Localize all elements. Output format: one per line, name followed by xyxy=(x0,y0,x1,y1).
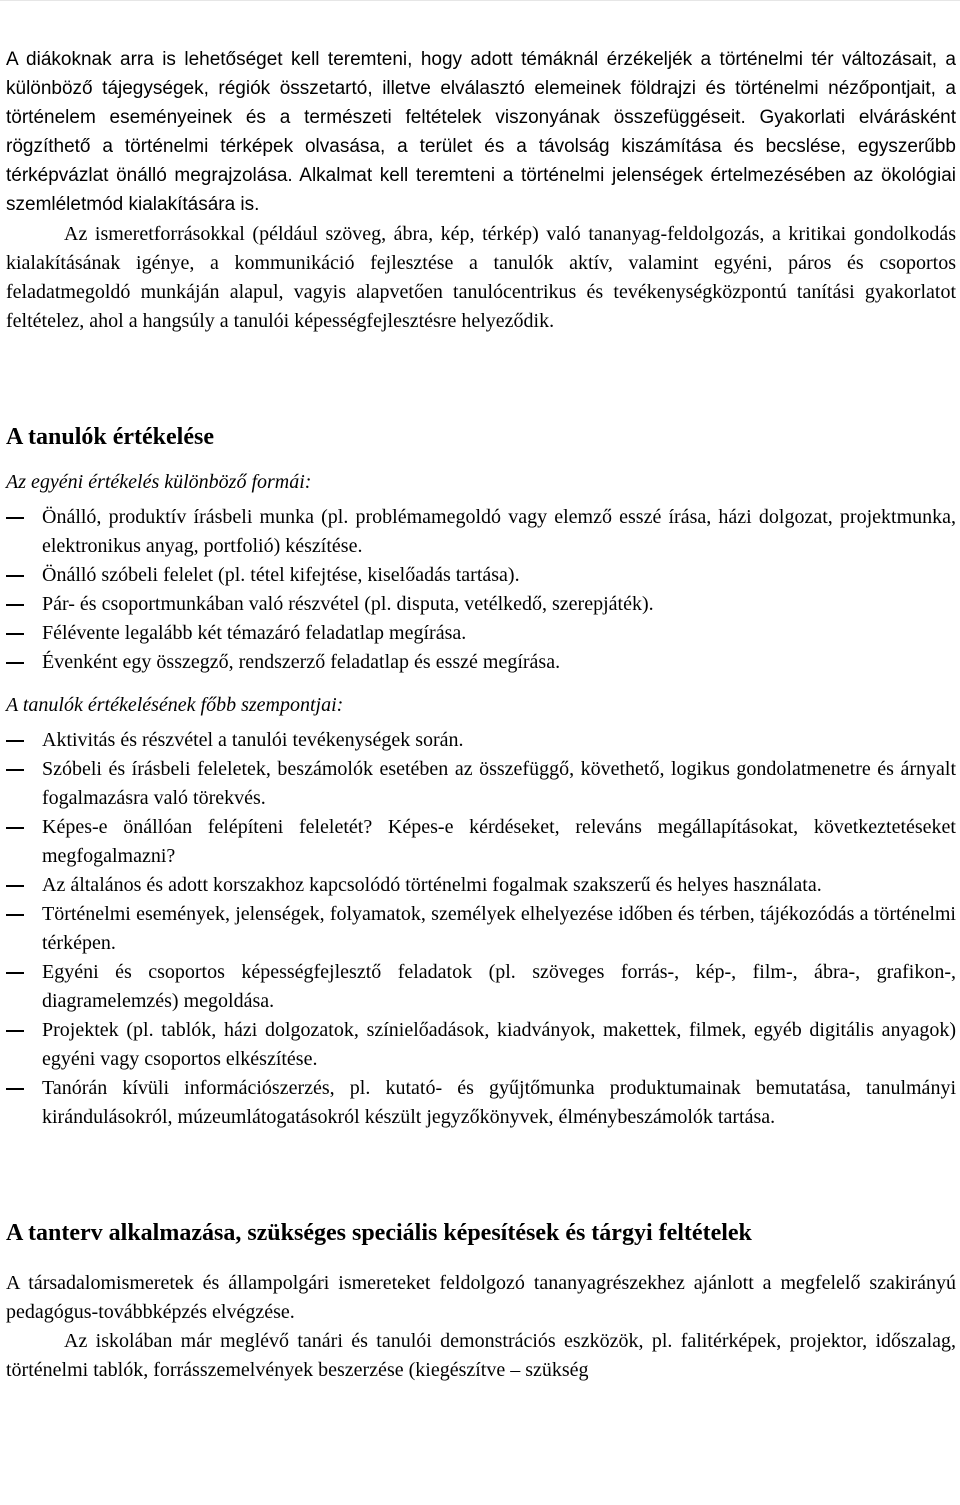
subhead-assessment-forms: Az egyéni értékelés különböző formái: xyxy=(6,470,312,493)
list-item xyxy=(6,503,956,561)
list-item xyxy=(6,619,956,648)
top-rule xyxy=(0,0,960,1)
dash-bullet xyxy=(6,914,24,916)
list-item-text: Évenként egy összegző, rendszerző feladatlap és esszé megírása. xyxy=(42,650,561,673)
intro-paragraph-2: Az ismeretforrásokkal (például szöveg, ábra, kép, térkép) való tananyag-feldolgozás, a kritikai gondolkodás kialakításának igénye, a kommunikáció fejlesztése a tanulók aktív, valamint egyéni, páros és csoportos feladatmegoldó munkáján alapul, vagyis alapvetően tanulócentrikus és tevékenységközpontú tanítási gyakorlatot feltételez, ahol a hangsúly a tanulói képességfejlesztésre helyeződik. xyxy=(6,222,956,332)
list-item-text: Önálló, produktív írásbeli munka (pl. problémamegoldó vagy elemző esszé írása, házi dolgozat, projektmunka, elektronikus anyag, portfolió) készítése. xyxy=(42,505,956,557)
assessment-forms-list xyxy=(6,503,956,677)
list-item-text: Egyéni és csoportos képességfejlesztő feladatok (pl. szöveges forrás-, kép-, film-, ábra-, grafikon-, diagramelemzés) megoldása. xyxy=(42,960,956,1012)
dash-bullet xyxy=(6,827,24,829)
list-item-text: Tanórán kívüli információszerzés, pl. kutató- és gyűjtőmunka produktumainak bemutatása, tanulmányi kirándulásokról, múzeumlátogatásokról készült jegyzőkönyvek, élménybeszámolók tartása. xyxy=(42,1076,956,1128)
dash-bullet xyxy=(6,769,24,771)
curriculum-paragraph-1: A társadalomismeretek és állampolgári ismereteket feldolgozó tananyagrészekhez ajánlott a megfelelő szakirányú pedagógus-továbbképzés elvégzése. xyxy=(6,1271,956,1323)
list-item-text: Történelmi események, jelenségek, folyamatok, személyek elhelyezése időben és térben, tájékozódás a történelmi térképen. xyxy=(42,902,956,954)
list-item xyxy=(6,648,956,677)
dash-bullet xyxy=(6,517,24,519)
list-item-text: Önálló szóbeli felelet (pl. tétel kifejtése, kiselőadás tartása). xyxy=(42,563,520,586)
dash-bullet xyxy=(6,972,24,974)
list-item xyxy=(6,900,956,958)
curriculum-paragraph-2: Az iskolában már meglévő tanári és tanulói demonstrációs eszközök, pl. falitérképek, projektor, időszalag, történelmi tablók, forrásszemelvények beszerzése (kiegészítve – szükség xyxy=(6,1329,956,1381)
list-item xyxy=(6,561,956,590)
dash-bullet xyxy=(6,604,24,606)
document-page xyxy=(6,45,956,1385)
list-item xyxy=(6,726,956,755)
list-item-text: Félévente legalább két témazáró feladatlap megírása. xyxy=(42,621,467,644)
section-title-curriculum: A tanterv alkalmazása, szükséges speciális képesítések és tárgyi feltételek xyxy=(6,1219,752,1246)
list-item-text: Képes-e önállóan felépíteni feleletét? Képes-e kérdéseket, releváns megállapításokat, következtetéseket megfogalmazni? xyxy=(42,815,956,867)
dash-bullet xyxy=(6,575,24,577)
dash-bullet xyxy=(6,740,24,742)
dash-bullet xyxy=(6,662,24,664)
list-item xyxy=(6,1016,956,1074)
list-item-text: Szóbeli és írásbeli feleletek, beszámolók esetében az összefüggő, követhető, logikus gondolatmenetre és árnyalt fogalmazásra való törekvés. xyxy=(42,757,956,809)
list-item xyxy=(6,958,956,1016)
list-item-text: Pár- és csoportmunkában való részvétel (pl. disputa, vetélkedő, szerepjáték). xyxy=(42,592,654,615)
list-item-text: Az általános és adott korszakhoz kapcsolódó történelmi fogalmak szakszerű és helyes használata. xyxy=(42,873,822,896)
dash-bullet xyxy=(6,1030,24,1032)
assessment-criteria-list xyxy=(6,726,956,1132)
list-item xyxy=(6,590,956,619)
list-item xyxy=(6,871,956,900)
list-item-text: Aktivitás és részvétel a tanulói tevékenységek során. xyxy=(42,728,464,751)
list-item xyxy=(6,813,956,871)
list-item-text: Projektek (pl. tablók, házi dolgozatok, színielőadások, kiadványok, makettek, filmek, egyéb digitális anyagok) egyéni vagy csoportos elkészítése. xyxy=(42,1018,956,1070)
section-title-assessment: A tanulók értékelése xyxy=(6,423,214,450)
dash-bullet xyxy=(6,633,24,635)
dash-bullet xyxy=(6,1088,24,1090)
list-item xyxy=(6,755,956,813)
subhead-assessment-criteria: A tanulók értékelésének főbb szempontjai: xyxy=(6,693,344,716)
dash-bullet xyxy=(6,885,24,887)
list-item xyxy=(6,1074,956,1132)
intro-paragraph-1: A diákoknak arra is lehetőséget kell teremteni, hogy adott témáknál érzékeljék a történelmi tér változásait, a különböző tájegységek, régiók összetartó, illetve elválasztó elemeinek földrajzi és történelmi nézőpontjait, a történelem eseményeinek és a természeti feltételek viszonyának összefüggéseit. Gyakorlati elvárásként rögzíthető a történelmi térképek olvasása, a terület és a távolság kiszámítása és becslése, egyszerűbb térképvázlat önálló megrajzolása. Alkalmat kell teremteni a történelmi jelenségek értelmezésében az ökológiai szemléletmód kialakítására is. xyxy=(6,49,956,216)
